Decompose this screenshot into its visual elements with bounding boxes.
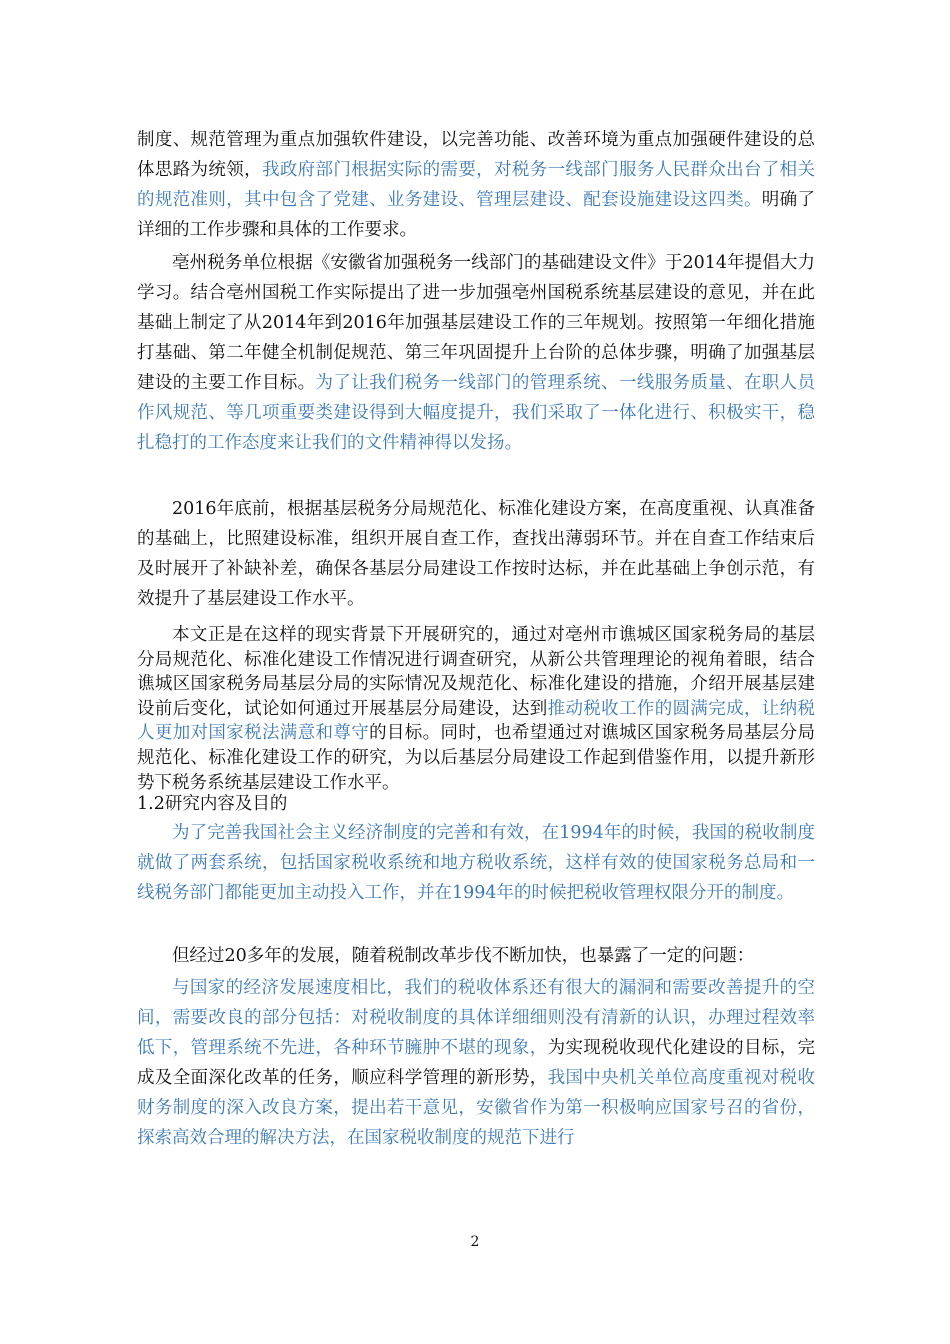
paragraph-7-part-c: 我国中央机关单位高度重视对税收财务制度的深入改良方案，提出若干意见，安徽省作为第一积极响应国家号召的省份，探索高效合理的解决方法，在国家税收制度的规范下进行 [137,1068,816,1148]
paragraph-5: 为了完善我国社会主义经济制度的完善和有效，在1994年的时候，我国的税收制度就做了两套系统，包括国家税收系统和地方税收系统，这样有效的使国家税务总局和一线税务部门都能更加主动投入工作，并在1994年的时候把税收管理权限分开的制度。 [137,823,815,903]
paragraph-1 [137,125,815,245]
paragraph-2-part-a: 亳州税务单位根据《安徽省加强税务一线部门的基础建设文件》于2014年提倡大力学习。结合亳州国税工作实际提出了进一步加强亳州国税系统基层建设的意见，并在此基础上制定了从2014年到2016年加强基层建设工作的三年规划。按照第一年细化措施打基础、第二年健全机制促规范、第三年巩固提升上台阶的总体步骤，明确了加强基层建设的主要工作目标。 [137,253,815,393]
paragraph-4-part-c: 的目标。同时，也希望通过对谯城区国家税务局基层分局规范化、标准化建设工作的研究，为以后基层分局建设工作起到借鉴作用，以提升新形势下税务系统基层建设工作水平。 [137,723,816,793]
page-number: 2 [470,1234,480,1250]
paragraph-7-part-a: 与国家的经济发展速度相比，我们的税收体系还有很大的漏洞和需要改善提升的空间，需要改良的部分包括：对税收制度的具体详细细则没有清新的认识，办理过程效率低下，管理系统不先进，各种环节臃肿不堪的现象， [137,978,815,1058]
paragraph-3: 2016年底前，根据基层税务分局规范化、标准化建设方案，在高度重视、认真准备的基础上，比照建设标准，组织开展自查工作，查找出薄弱环节。并在自查工作结束后及时展开了补缺补差，确保各基层分局建设工作按时达标，并在此基础上争创示范，有效提升了基层建设工作水平。 [137,499,815,609]
paragraph-6: 但经过20多年的发展，随着税制改革步伐不断加快，也暴露了一定的问题： [172,946,755,966]
paragraph-4 [137,623,815,795]
paragraph-4-part-b: 推动税收工作的圆满完成，让纳税人更加对国家税法满意和尊守 [137,698,816,744]
paragraph-1-part-a: 制度、规范管理为重点加强软件建设，以完善功能、改善环境为重点加强硬件建设的总体思路为统领， [137,130,815,180]
paragraph-7 [137,973,815,1153]
paragraph-7-part-b: 为实现税收现代化建设的目标，完成及全面深化改革的任务，顺应科学管理的新形势， [137,1038,816,1088]
paragraph-2 [137,248,815,458]
paragraph-4-part-a: 本文正是在这样的现实背景下开展研究的，通过对亳州市谯城区国家税务局的基层分局规范化、标准化建设工作情况进行调查研究，从新公共管理理论的视角着眼，结合谯城区国家税务局基层分局的实际情况及规范化、标准化建设的措施，介绍开展基层建设前后变化，试论如何通过开展基层分局建设，达到 [137,625,815,719]
paragraph-1-part-c: 明确了详细的工作步骤和具体的工作要求。 [137,190,815,240]
paragraph-1-part-b: 我政府部门根据实际的需要，对税务一线部门服务人民群众出台了相关的规范准则，其中包含了党建、业务建设、管理层建设、配套设施建设这四类。 [137,160,816,210]
section-heading: 1.2研究内容及目的 [137,794,288,814]
paragraph-2-part-b: 为了让我们税务一线部门的管理系统、一线服务质量、在职人员作风规范、等几项重要类建设得到大幅度提升，我们采取了一体化进行、积极实干，稳扎稳打的工作态度来让我们的文件精神得以发扬。 [137,373,815,453]
